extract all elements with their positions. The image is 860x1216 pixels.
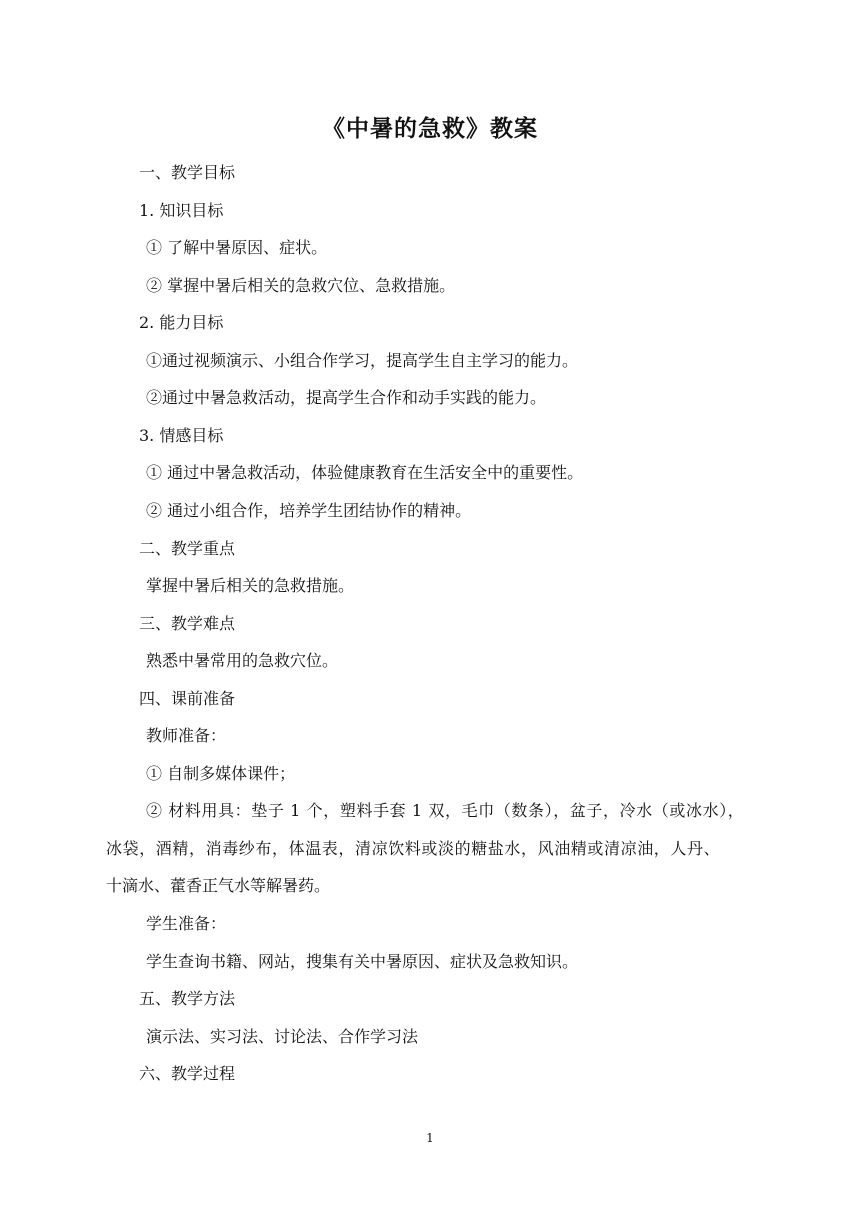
subheading-teacher-prep: 教师准备： [146, 726, 227, 745]
section-heading-methods: 五、教学方法 [139, 989, 236, 1008]
list-item: ②通过中暑急救活动，提高学生合作和动手实践的能力。 [146, 388, 547, 407]
section-heading-difficulties: 三、教学难点 [139, 614, 236, 633]
list-item: ② 材料用具：垫子 1 个，塑料手套 1 双，毛巾（数条），盆子，冷水（或冰水）， [146, 801, 745, 820]
subheading-emotion: 3. 情感目标 [139, 426, 224, 445]
section-heading-objectives: 一、教学目标 [139, 163, 236, 182]
paragraph: 掌握中暑后相关的急救措施。 [146, 576, 355, 595]
paragraph: 学生查询书籍、网站，搜集有关中暑原因、症状及急救知识。 [146, 952, 579, 971]
section-heading-preparation: 四、课前准备 [139, 689, 236, 708]
section-heading-key-points: 二、教学重点 [139, 539, 236, 558]
list-item-continued: 十滴水、藿香正气水等解暑药。 [106, 876, 331, 895]
paragraph: 熟悉中暑常用的急救穴位。 [146, 651, 339, 670]
subheading-ability: 2. 能力目标 [139, 313, 224, 332]
list-item-continued: 冰袋，酒精，消毒纱布，体温表，清凉饮料或淡的糖盐水，风油精或清凉油，人丹、 [106, 839, 721, 858]
list-item: ① 自制多媒体课件； [146, 764, 296, 783]
list-item: ② 掌握中暑后相关的急救穴位、急救措施。 [146, 276, 456, 295]
list-item: ① 通过中暑急救活动，体验健康教育在生活安全中的重要性。 [146, 463, 584, 482]
section-heading-process: 六、教学过程 [139, 1064, 236, 1083]
page-number: 1 [426, 1131, 434, 1145]
list-item: ② 通过小组合作，培养学生团结协作的精神。 [146, 501, 472, 520]
document-title: 《中暑的急救》教案 [322, 116, 538, 142]
list-item: ①通过视频演示、小组合作学习，提高学生自主学习的能力。 [146, 351, 579, 370]
list-item: ① 了解中暑原因、症状。 [146, 238, 328, 257]
subheading-student-prep: 学生准备： [146, 914, 227, 933]
subheading-knowledge: 1. 知识目标 [139, 201, 224, 220]
paragraph: 演示法、实习法、讨论法、合作学习法 [146, 1027, 419, 1046]
